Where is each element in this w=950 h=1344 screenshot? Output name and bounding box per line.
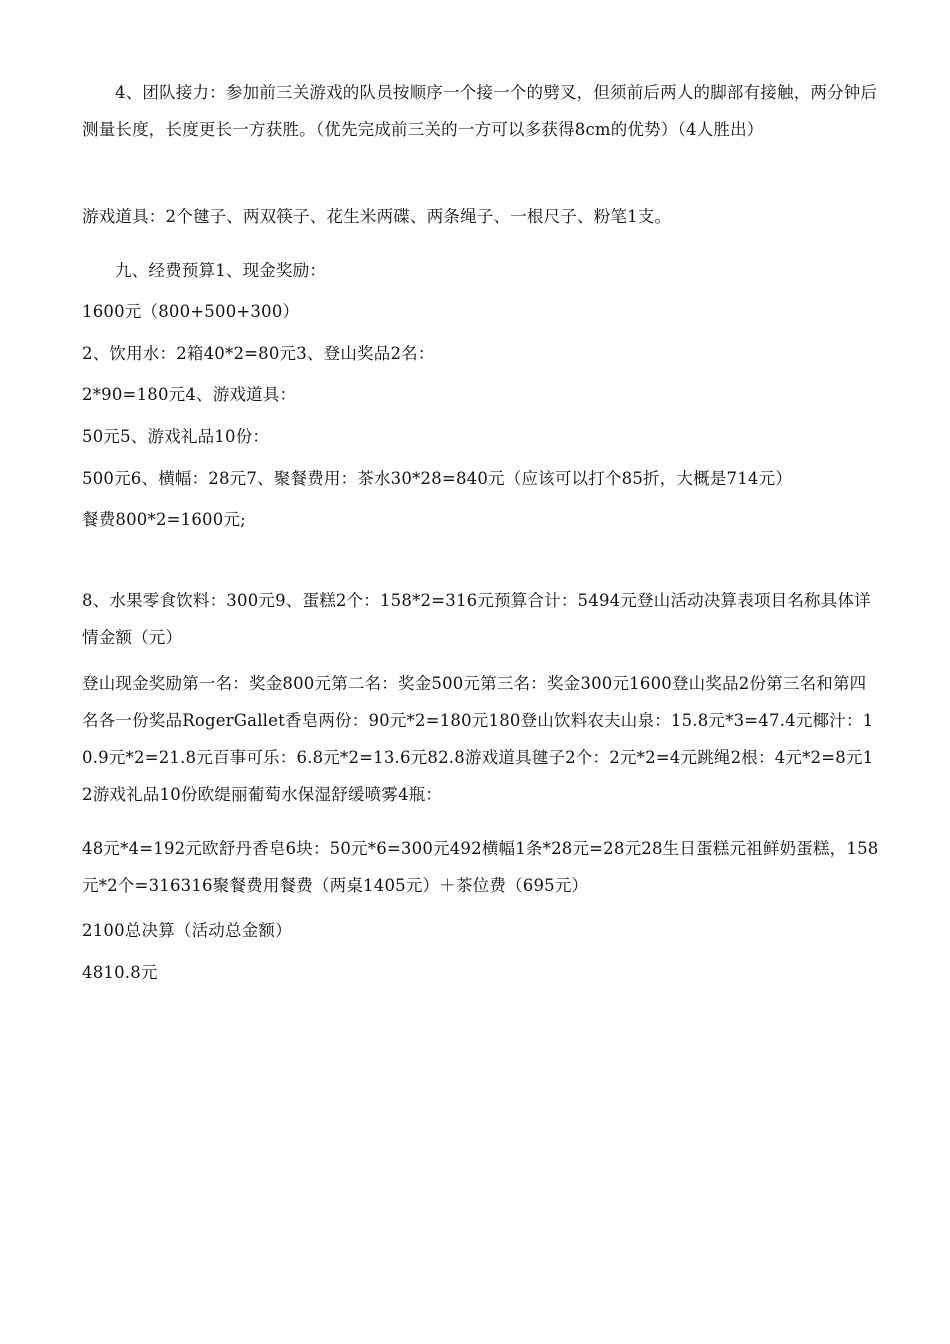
paragraph-team-relay: 4、团队接力：参加前三关游戏的队员按顺序一个接一个的劈叉，但须前后两人的脚部有接触，两分钟后测量长度，长度更长一方获胜。（优先完成前三关的一方可以多获得8cm的优势）（4人胜出） (82, 83, 878, 139)
paragraph-total-amount: 4810.8元 (82, 963, 158, 982)
paragraph-settlement-continued: 48元*4=192元欧舒丹香皂6块：50元*6=300元492横幅1条*28元=28元28生日蛋糕元祖鲜奶蛋糕，158元*2个=316316聚餐费用餐费（两桌1405元）＋茶位费（695元） (82, 839, 879, 895)
paragraph-fruit-cake-total: 8、水果零食饮料：300元9、蛋糕2个：158*2=316元预算合计：5494元登山活动决算表项目名称具体详情金额（元） (82, 591, 871, 647)
paragraph-climbing-prize: 2*90=180元4、游戏道具： (82, 385, 297, 404)
paragraph-gifts-banner-dinner: 500元6、横幅：28元7、聚餐费用：茶水30*28=840元（应该可以打个85折，大概是714元） (82, 469, 793, 488)
paragraph-cash-reward: 1600元（800+500+300） (82, 302, 300, 321)
paragraph-game-props-cost: 50元5、游戏礼品10份： (82, 427, 270, 446)
paragraph-game-props: 游戏道具：2个毽子、两双筷子、花生米两碟、两条绳子、一根尺子、粉笔1支。 (82, 207, 672, 226)
paragraph-budget-heading: 九、经费预算1、现金奖励： (115, 261, 327, 280)
paragraph-settlement-details: 登山现金奖励第一名：奖金800元第二名：奖金500元第三名：奖金300元1600登山奖品2份第三名和第四名各一份奖品RogerGallet香皂两份：90元*2=180元180登山饮料农夫山泉：15.8元*3=47.4元椰汁：10.9元*2=21.8元百事可乐：6.8元*2=13.6元82.8游戏道具毽子2个：2元*2=4元跳绳2根：4元*2=8元12游戏礼品10份欧缇丽葡萄水保湿舒缓喷雾4瓶： (82, 674, 874, 804)
paragraph-total-settlement: 2100总决算（活动总金额） (82, 921, 292, 940)
paragraph-drinking-water: 2、饮用水：2箱40*2=80元3、登山奖品2名： (82, 344, 435, 363)
paragraph-meal-cost: 餐费800*2=1600元; (82, 510, 246, 529)
